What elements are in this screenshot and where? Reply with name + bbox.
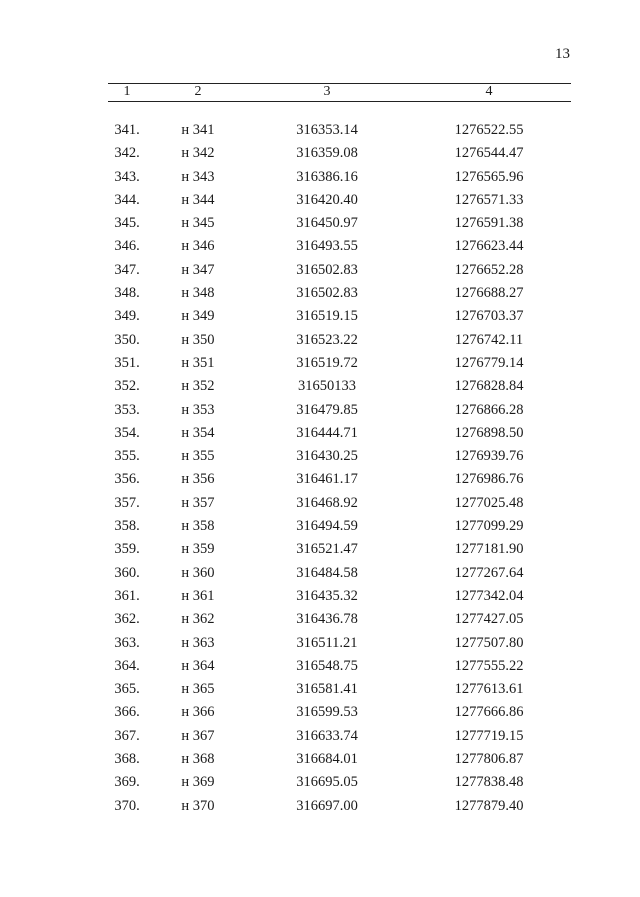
point-name: н 341 [181,122,215,138]
coordinate-x: 316420.40 [296,191,358,208]
table-row [0,728,640,751]
row-number: 360. [114,564,140,581]
point-name: н 354 [181,424,215,441]
row-number: 343. [114,168,140,185]
point-name: н 346 [181,238,215,255]
coordinate-x: 316523.22 [296,331,358,348]
coordinate-y: 1276688.27 [454,285,524,302]
coordinate-x: 31650133 [298,378,356,395]
table-row [0,588,640,611]
table-body [0,122,640,821]
point-name: н 361 [181,587,215,604]
point-name: н 370 [181,797,215,814]
coordinate-x: 316430.25 [296,448,358,465]
table-row [0,238,640,261]
table-row [0,565,640,588]
coordinate-x: 316444.71 [296,424,358,441]
coordinate-y: 1277879.40 [454,797,524,814]
table-row [0,798,640,821]
table-row [0,145,640,168]
coordinate-x: 316599.53 [296,704,358,721]
point-name: н 359 [181,541,215,558]
row-number: 363. [114,634,140,651]
row-number: 366. [114,704,140,721]
coordinate-y: 1276939.76 [454,448,524,465]
coordinate-y: 1277613.61 [454,681,524,698]
row-number: 369. [114,774,140,791]
coordinate-x: 316511.21 [296,634,358,651]
coordinate-x: 316436.78 [296,611,358,628]
coordinate-y: 1277555.22 [454,657,524,674]
coordinate-y: 1277427.05 [454,611,524,628]
coordinate-y: 1277507.80 [454,634,524,651]
row-number: 368. [114,751,140,768]
point-name: н 353 [181,401,215,418]
table-row [0,378,640,401]
point-name: н 368 [181,751,215,768]
row-number: 356. [114,471,140,488]
row-number: 348. [114,285,140,302]
point-name: н 362 [181,611,215,628]
coordinate-x: 316519.15 [296,308,358,325]
row-number: 361. [114,587,140,604]
table-row [0,169,640,192]
row-number: 362. [114,611,140,628]
coordinate-x: 316684.01 [296,751,358,768]
point-name: н 357 [181,494,215,511]
coordinate-y: 1277719.15 [454,727,524,744]
table-row [0,704,640,727]
point-name: н 351 [181,354,215,371]
row-number: 358. [114,518,140,535]
table-row [0,285,640,308]
table-row [0,541,640,564]
row-number: 354. [114,424,140,441]
coordinate-y: 1276544.47 [454,145,524,162]
coordinate-x: 316484.58 [296,564,358,581]
point-name: н 352 [181,378,215,395]
row-number: 359. [114,541,140,558]
row-number: 357. [114,494,140,511]
coordinate-y: 1276898.50 [454,424,524,441]
coordinate-y: 1277806.87 [454,751,524,768]
coordinate-y: 1277181.90 [454,541,524,558]
table-row [0,122,640,145]
coordinate-x: 316502.83 [296,261,358,278]
coordinate-y: 1277838.48 [454,774,524,791]
coordinate-y: 1277666.86 [454,704,524,721]
page-number: 13 [555,46,570,62]
coordinate-x: 316450.97 [296,215,358,232]
table-row [0,425,640,448]
table-row [0,215,640,238]
coordinate-x: 316493.55 [296,238,358,255]
row-number: 367. [114,727,140,744]
coordinate-x: 316697.00 [296,797,358,814]
coordinate-x: 316386.16 [296,168,358,185]
point-name: н 348 [181,285,215,302]
coordinate-x: 316521.47 [296,541,358,558]
row-number: 351. [114,354,140,371]
coordinate-y: 1276591.38 [454,215,524,232]
coordinate-x: 316695.05 [296,774,358,791]
row-number: 346. [114,238,140,255]
column-header-2: 2 [194,84,202,99]
table-row [0,635,640,658]
coordinate-x: 316519.72 [296,354,358,371]
coordinate-y: 1276779.14 [454,354,524,371]
point-name: н 355 [181,448,215,465]
point-name: н 345 [181,215,215,232]
table-row [0,611,640,634]
point-name: н 363 [181,634,215,651]
point-name: н 365 [181,681,215,698]
coordinate-x: 316461.17 [296,471,358,488]
table-row [0,774,640,797]
coordinate-x: 316502.83 [296,285,358,302]
row-number: 341. [114,122,140,138]
point-name: н 369 [181,774,215,791]
table-row [0,751,640,774]
coordinate-x: 316468.92 [296,494,358,511]
coordinate-x: 316353.14 [296,122,358,138]
point-name: н 347 [181,261,215,278]
row-number: 350. [114,331,140,348]
coordinate-x: 316435.32 [296,587,358,604]
table-row [0,495,640,518]
coordinate-y: 1276742.11 [454,331,524,348]
coordinate-y: 1276571.33 [454,191,524,208]
row-number: 355. [114,448,140,465]
table-row [0,308,640,331]
table-row [0,681,640,704]
coordinate-x: 316633.74 [296,727,358,744]
point-name: н 356 [181,471,215,488]
row-number: 365. [114,681,140,698]
coordinate-y: 1276652.28 [454,261,524,278]
coordinate-y: 1276828.84 [454,378,524,395]
table-row [0,471,640,494]
coordinate-y: 1276986.76 [454,471,524,488]
row-number: 352. [114,378,140,395]
coordinate-y: 1277342.04 [454,587,524,604]
row-number: 342. [114,145,140,162]
table-row [0,518,640,541]
coordinate-y: 1276866.28 [454,401,524,418]
table-row [0,355,640,378]
coordinate-y: 1277267.64 [454,564,524,581]
column-header-3: 3 [323,84,331,99]
coordinate-x: 316359.08 [296,145,358,162]
row-number: 370. [114,797,140,814]
point-name: н 360 [181,564,215,581]
table-row [0,262,640,285]
table-row [0,332,640,355]
point-name: н 350 [181,331,215,348]
table-header [0,84,640,101]
row-number: 349. [114,308,140,325]
row-number: 353. [114,401,140,418]
table-row [0,192,640,215]
row-number: 364. [114,657,140,674]
coordinate-y: 1276522.55 [454,122,524,138]
point-name: н 364 [181,657,215,674]
coordinate-y: 1276703.37 [454,308,524,325]
coordinate-x: 316581.41 [296,681,358,698]
coordinate-y: 1276623.44 [454,238,524,255]
table-header-rule [108,101,571,102]
point-name: н 358 [181,518,215,535]
table-row [0,402,640,425]
row-number: 344. [114,191,140,208]
point-name: н 342 [181,145,215,162]
point-name: н 366 [181,704,215,721]
point-name: н 344 [181,191,215,208]
coordinate-y: 1276565.96 [454,168,524,185]
row-number: 347. [114,261,140,278]
coordinate-y: 1277025.48 [454,494,524,511]
coordinate-x: 316479.85 [296,401,358,418]
table-row [0,448,640,471]
coordinate-x: 316548.75 [296,657,358,674]
table-row [0,658,640,681]
row-number: 345. [114,215,140,232]
coordinate-x: 316494.59 [296,518,358,535]
point-name: н 367 [181,727,215,744]
column-header-4: 4 [485,84,493,99]
point-name: н 343 [181,168,215,185]
coordinate-y: 1277099.29 [454,518,524,535]
column-header-1: 1 [123,84,131,99]
point-name: н 349 [181,308,215,325]
